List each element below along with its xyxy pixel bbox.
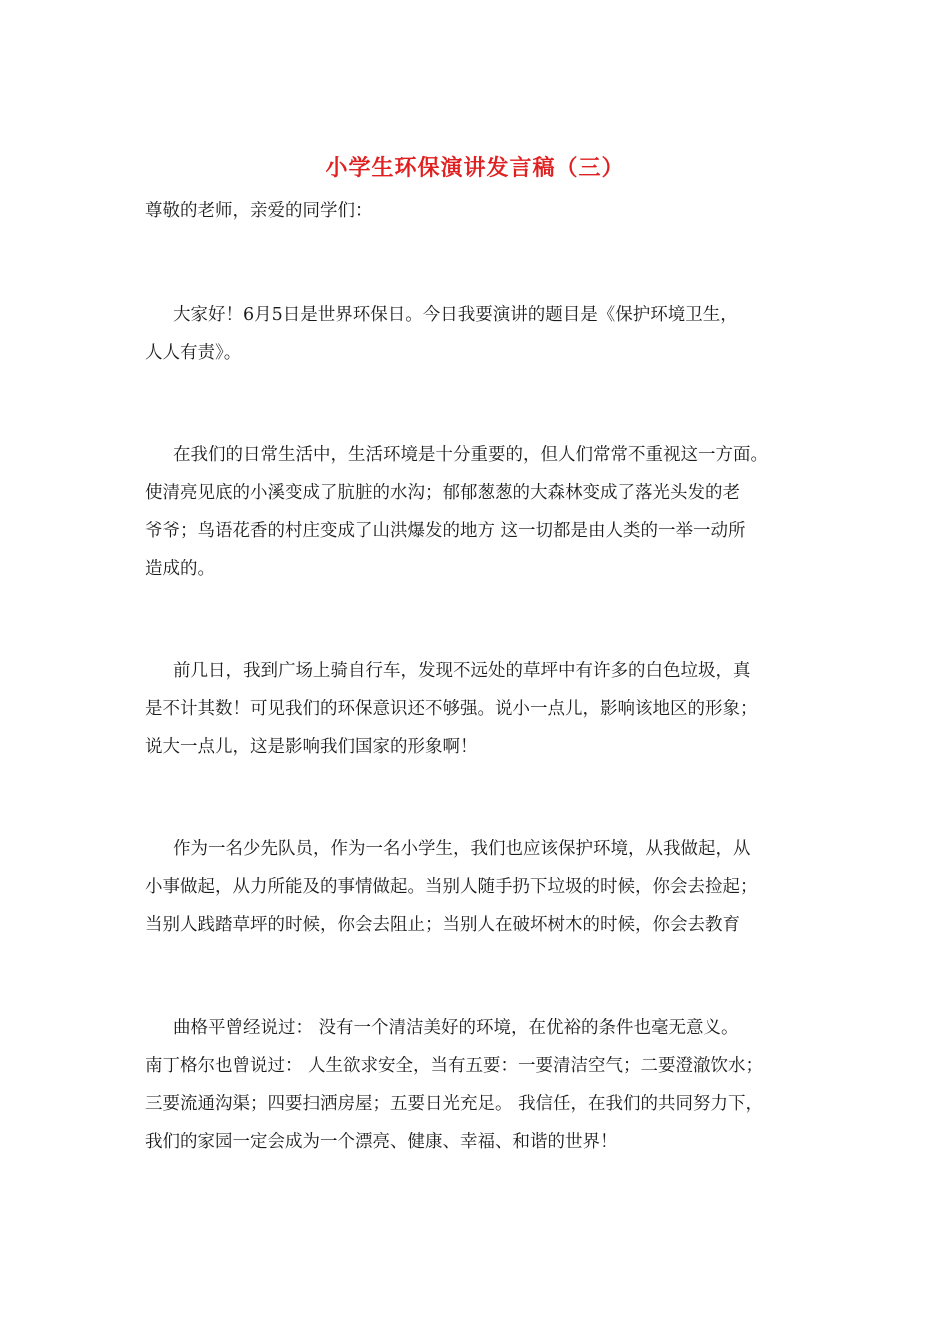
paragraph-line: 三要流通沟渠；四要扫洒房屋；五要日光充足。 我信任，在我们的共同努力下，: [145, 1094, 764, 1114]
paragraph-line: 造成的。: [145, 559, 215, 579]
paragraph-line: 爷爷；鸟语花香的村庄变成了山洪爆发的地方 这一切都是由人类的一举一动所: [145, 521, 746, 541]
paragraph-line: 人人有责》。: [145, 343, 242, 363]
paragraph-line: 南丁格尔也曾说过： 人生欲求安全，当有五要：一要清洁空气；二要澄澈饮水；: [145, 1056, 764, 1076]
paragraph-line: 当别人践踏草坪的时候，你会去阻止；当别人在破坏树木的时候，你会去教育: [145, 915, 740, 935]
paragraph-line: 作为一名少先队员，作为一名小学生，我们也应该保护环境，从我做起，从: [173, 839, 751, 859]
document-title: 小学生环保演讲发言稿（三）: [325, 155, 625, 181]
paragraph-line: 曲格平曾经说过： 没有一个清洁美好的环境，在优裕的条件也毫无意义。: [173, 1018, 739, 1038]
paragraph-line: 使清亮见底的小溪变成了肮脏的水沟；郁郁葱葱的大森林变成了落光头发的老: [145, 483, 740, 503]
paragraph-line: 前几日，我到广场上骑自行车，发现不远处的草坪中有许多的白色垃圾，真: [173, 661, 751, 681]
paragraph-line: 大家好！6月5日是世界环保日。今日我要演讲的题目是《保护环境卫生，: [173, 305, 738, 325]
paragraph-line: 是不计其数！可见我们的环保意识还不够强。说小一点儿，影响该地区的形象；: [145, 699, 758, 719]
paragraph-line: 说大一点儿，这是影响我们国家的形象啊！: [145, 737, 478, 757]
salutation: 尊敬的老师，亲爱的同学们：: [145, 201, 373, 221]
paragraph-line: 小事做起，从力所能及的事情做起。当别人随手扔下垃圾的时候，你会去捡起；: [145, 877, 758, 897]
paragraph-line: 我们的家园一定会成为一个漂亮、健康、幸福、和谐的世界！: [145, 1132, 618, 1152]
paragraph-line: 在我们的日常生活中，生活环境是十分重要的，但人们常常不重视这一方面。: [173, 445, 768, 465]
